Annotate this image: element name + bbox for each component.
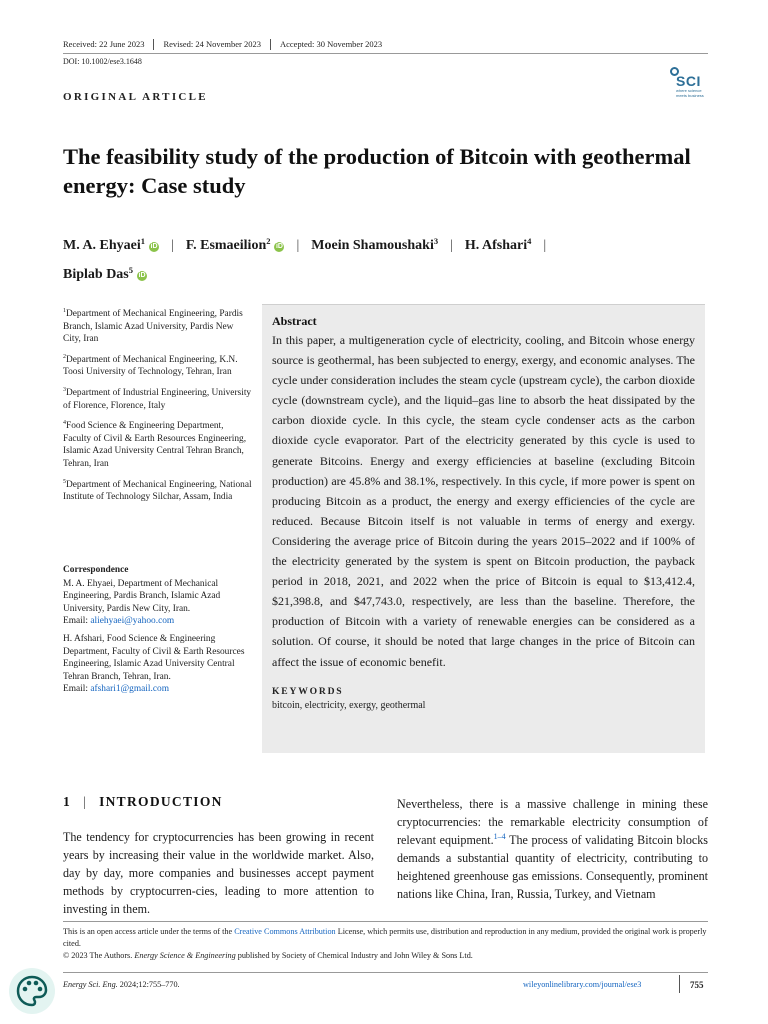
keywords: bitcoin, electricity, exergy, geothermal — [272, 699, 426, 711]
affiliation: $^2$Department of Mechanical Engineering, K.N. Toosi University of Technology, Tehran, Iran — [63, 353, 238, 378]
copyright-text: © 2023 The Authors. Energy Science & Engineering published by Society of Chemical Industry and John Wiley & Sons Ltd. — [63, 951, 473, 961]
header-divider — [63, 53, 708, 54]
abstract-text: In this paper, a multigeneration cycle of electricity, cooling, and Bitcoin whose energy source is geothermal, has been subjected to energy, exergy, and economic analyses. The cycle under consideration includes the steam cycle (upstream cycle), the carbon dioxide cycle (downstream cycle), and the liquid–gas line to absorb the heat dissipated by the carbon dioxide cycle. In this cycle, the steam cycle condenser acts as the carbon dioxide cycle evaporator. Part of the electricity generated by this cycle is used to generate Bitcoins. Energy and exergy efficiencies at baseline (excluding Bitcoin production) are 45.8% and 38.1%, respectively. In this cycle, if more power is spent on producing Bitcoin as a product, the energy and exergy efficiencies of the cycle are reduced. Because Bitcoin itself is not valuable in terms of energy and exergy. Considering the average price of Bitcoin during the years 2015–2022 and if 100% of the electricity generated by the system is spent on Bitcoin production, the payback period in 2018, 2021, and 2022 when the price of Bitcoin is equal to $13,412.4, $21,398.8, and $47,743.0, respectively, are less than the baseline. Therefore, the production of Bitcoin with a variety of renewable energies can be considered as a solution. Of course, it should be noted that large changes in the price of Bitcoin can affect the issue of economic benefit. — [272, 333, 695, 669]
reader-tool-button[interactable] — [9, 968, 55, 1014]
email-link[interactable]: aliehyaei@yahoo.com — [90, 616, 175, 627]
affiliations — [63, 305, 253, 509]
license-text: This is an open access article under the terms of the Creative Commons Attribution License, which permits use, distribution and reproduction in any medium, provided the original work is properly cited. — [63, 927, 707, 949]
revised-date: Revised: 24 November 2023 — [163, 39, 271, 50]
affiliation: $^3$Department of Industrial Engineering, University of Florence, Florence, Italy — [63, 386, 252, 411]
abstract-box — [262, 304, 705, 753]
logo-text: SCI — [676, 73, 701, 89]
correspondence-entry: H. Afshari, Food Science & Engineering Department, Faculty of Civil & Earth Resources Engineering, Islamic Azad University Central Tehran Branch, Tehran, Iran. Email: afshari1@gmail.com — [63, 633, 245, 695]
palette-icon — [15, 974, 49, 1008]
sci-logo — [668, 67, 708, 101]
logo-tagline: where science meets business — [676, 88, 704, 98]
orcid-icon[interactable]: iD — [275, 243, 283, 250]
accepted-date: Accepted: 30 November 2023 — [279, 39, 383, 49]
author[interactable]: Moein Shamoushaki$^3$ — [311, 236, 439, 253]
correspondence — [63, 564, 253, 701]
author[interactable]: M. A. Ehyaei$^1$ — [63, 236, 146, 253]
author[interactable]: Biplab Das$^5$ — [63, 265, 133, 282]
page-number: 755 — [690, 980, 704, 990]
paper-title: The feasibility study of the production of Bitcoin with geothermal energy: Case study — [63, 144, 691, 198]
journal-url-link[interactable]: wileyonlinelibrary.com/journal/ese3 — [523, 980, 642, 989]
correspondence-heading: Correspondence — [63, 565, 129, 575]
author[interactable]: H. Afshari$^4$ — [464, 236, 532, 253]
email-link[interactable]: afshari1@gmail.com — [90, 684, 170, 695]
license-link[interactable]: Creative Commons Attribution — [234, 927, 336, 936]
keywords-heading: KEYWORDS — [272, 685, 344, 697]
section-heading: 1 | INTRODUCTION — [63, 794, 223, 809]
affiliation: $^4$Food Science & Engineering Department, Faculty of Civil & Earth Resources Engineering, Islamic Azad University Central Tehran Branch, Tehran, Iran — [63, 420, 247, 469]
received-date: Received: 22 June 2023 — [63, 39, 154, 50]
doi[interactable]: DOI: 10.1002/ese3.1648 — [63, 57, 142, 66]
footnote-divider — [63, 921, 708, 922]
abstract-heading: Abstract — [272, 314, 317, 328]
page-divider — [679, 975, 680, 993]
journal-citation: Energy Sci. Eng. 2024;12:755–770. — [63, 980, 180, 989]
orcid-icon[interactable]: iD — [150, 243, 158, 250]
author[interactable]: F. Esmaeilion$^2$ — [185, 236, 271, 253]
article-dates — [63, 39, 400, 50]
correspondence-entry: M. A. Ehyaei, Department of Mechanical Engineering, Pardis Branch, Islamic Azad University, Pardis New City, Iran. Email: aliehyaei@yahoo.com — [63, 578, 221, 627]
author-list: M. A. Ehyaei$^1$iD | F. Esmaeilion$^2$iD | Moein Shamoushaki$^3$ | H. Afshari$^4$ | Biplab Das$^5$iD — [63, 236, 547, 282]
intro-column-1: The tendency for cryptocurrencies has been growing in recent years by increasing their value in the worldwide market. Also, day by day, more companies and businesses accept payment methods by cryptocurren-cies, leading to more attention to investing in them. — [63, 830, 374, 917]
affiliation: $^1$Department of Mechanical Engineering, Pardis Branch, Islamic Azad University, Pardis New City, Iran — [63, 308, 243, 345]
license-footnote — [63, 926, 708, 963]
citation-link[interactable]: 1–4 — [493, 832, 506, 842]
affiliation: $^5$Department of Mechanical Engineering, National Institute of Technology Silchar, Assam, India — [63, 478, 252, 503]
intro-column-2: Nevertheless, there is a massive challenge in mining these cryptocurrencies: the remarkable electricity consumption of relevant equipment.$^{1-4}$ The process of validating Bitcoin blocks demands a substantial quantity of electricity, contributing to heightened greenhouse gas emissions. Consequently, prominent nations like China, Iran, Russia, Turkey, and Vietnam — [397, 797, 708, 902]
article-type: ORIGINAL ARTICLE — [63, 91, 208, 103]
orcid-icon[interactable]: iD — [138, 272, 146, 279]
footer-divider — [63, 972, 708, 973]
